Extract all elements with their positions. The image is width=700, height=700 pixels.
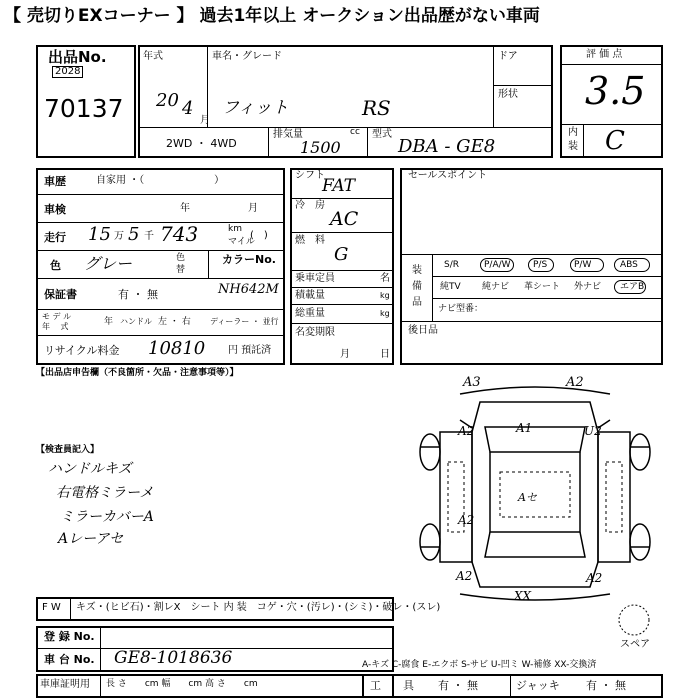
spare-tire-icon [614,602,654,638]
color-number-label: カラーNo. [222,253,276,266]
shape-label: 形状 [498,89,518,100]
mileage-label: 走行 [44,231,66,244]
listing-number-label: 出品No. [48,48,107,66]
jack-value: 有 ・ 無 [586,679,626,692]
recycle-value: 10810 [148,338,206,359]
garage-cert-fields: 長 さ cm 幅 cm 高 さ cm [106,679,258,689]
interior-label-2: 装 [568,141,578,152]
cc-unit: cc [350,127,360,137]
equip-tv: 純TV [440,282,461,292]
car-damage-diagram [400,372,670,602]
load-unit: kg [380,291,390,300]
inspection-year-unit: 年 [180,203,190,214]
shift-value: FAT [322,176,356,196]
warranty-label: 保証書 [44,288,77,301]
diagram-mark-u2: U2 [584,424,602,438]
chassis-no-value: GE8-1018636 [114,648,233,668]
gross-label: 総重量 [295,308,325,319]
color-label: 色 [50,259,61,272]
equip-sr: S/R [444,260,459,270]
diagram-mark-a2-left: A2 [458,424,475,438]
diagram-mark-a3: A3 [463,375,481,390]
equip-leather: 革シート [524,282,561,292]
recycle-label: リサイクル料金 [44,344,120,357]
banner-title: 【 売切りEXコーナー 】 過去1年以上 オークション出品歴がない車両 [4,6,540,26]
load-label: 積載量 [295,290,325,301]
vehicle-grade: RS [362,96,391,120]
inspector-note-3: ミラーカバーA [60,509,154,525]
mileage-10k: 15 [88,224,111,245]
mileage-paren: ( ) [250,230,268,241]
vehicle-name: フィット [222,98,289,118]
color-number-value: NH642M [218,282,279,297]
deadline-month-unit: 月 [340,349,350,360]
return-date-label: 後日品 [408,325,438,336]
equipment-label-1: 装 [412,265,422,276]
displacement-label: 排気量 [273,129,303,140]
year-month-unit: 月 [200,115,210,126]
equip-abs: ABS [620,260,638,270]
diagram-mark-a1: A1 [516,421,533,435]
equipment-label-3: 品 [412,297,422,308]
inspector-note-2: 右電格ミラーメ [56,485,154,501]
year-label: 年式 [143,51,163,62]
listing-sub-code: 2028 [52,66,83,78]
name-grade-label: 車名・グレード [212,51,282,62]
gross-unit: kg [380,309,390,318]
model-value: DBA - GE8 [398,136,496,157]
inspector-note-1: ハンドルキズ [48,461,132,477]
inspector-label: 【検査員記入】 [36,445,100,455]
dealer-label: ディーラー ・ 並行 [210,317,279,326]
jack-label: ジャッキ [516,679,560,692]
score-value: 3.5 [585,69,646,113]
mile-label: マイル [228,237,255,247]
displacement-value: 1500 [300,138,341,157]
registration-no-label: 登 録 No. [44,630,95,643]
diagram-mark-xx: XX [514,589,532,603]
listing-number: 70137 [44,94,124,123]
door-label: ドア [498,51,518,62]
score-label: 評 価 点 [586,49,623,60]
model-year-unit: 年 [104,317,114,327]
model-label: 型式 [372,129,392,140]
drive-label: 2WD ・ 4WD [166,137,237,150]
sales-point-label: セールスポイント [408,170,488,181]
model-year-label-2: 年 式 [42,322,69,331]
equip-ext-navi: 外ナビ [574,282,602,292]
capacity-unit: 名 [380,273,390,284]
chassis-no-label: 車 台 No. [44,653,95,666]
ac-label: 冷 房 [295,200,325,211]
equip-airbag: エアB [620,282,645,292]
navi-type-label: ナビ型番： [438,304,484,314]
tools-value: 有 ・ 無 [438,679,478,692]
equip-paw: P/A/W [484,260,511,270]
shift-label: シフト [295,170,325,181]
fuel-value: G [334,244,349,265]
warranty-value: 有 ・ 無 [118,288,158,301]
diagram-mark-a2-rear: A2 [456,569,473,583]
diagram-mark-a2-door: A2 [458,513,475,527]
ac-value: AC [330,208,359,230]
equipment-label-2: 備 [412,281,422,292]
mileage-rest: 743 [160,222,199,246]
mileage-unit-sen: 千 [144,231,154,242]
mileage-k: 5 [128,224,140,245]
damage-codes-legend: A-キズ C-腐食 E-エクボ S-サビ U-凹ミ W-補修 XX-交換済 [362,660,597,670]
deadline-day-unit: 日 [380,349,390,360]
km-label: km [228,224,242,234]
equip-navi: 純ナビ [482,282,510,292]
color-change-1: 色 [176,253,186,263]
inspection-label: 車検 [44,203,66,216]
diagram-mark-a2-right: A2 [586,571,603,585]
color-value: グレー [84,254,133,273]
garage-cert-label: 車庫証明用 [40,679,90,690]
recycle-unit: 円 預託済 [228,345,272,356]
inspection-month-unit: 月 [248,203,258,214]
color-change-2: 替 [176,265,186,275]
model-year-label-1: モ デ ル [42,312,72,321]
interior-label-1: 内 [568,127,578,138]
fuel-label: 燃 料 [295,235,325,246]
diagram-mark-a2-top: A2 [566,375,584,390]
history-label: 車歴 [44,175,66,188]
equip-ps: P/S [533,260,548,270]
mileage-unit-man: 万 [114,231,124,242]
deadline-label: 名変期限 [295,327,335,338]
capacity-label: 乗車定員 [295,273,335,284]
exhibitor-notes-label: 【出品店申告欄（不良箇所・欠品・注意事項等）】 [36,368,239,378]
handle-label: ハンドル [120,317,152,326]
history-value: 自家用 ・（ ） [96,175,225,186]
spare-label: スペア [620,639,650,650]
interior-score: C [605,126,625,156]
damage-fw-label: F W [42,602,61,613]
year-era: 20 [156,90,179,111]
damage-items: キズ・(ヒビ石)・割レX シート 内 装 コゲ・穴・(汚レ)・(シミ)・破レ・(スレ) [76,602,441,613]
equip-pw: P/W [574,260,592,270]
tools-label: 工 具 [370,679,414,692]
inspector-note-4: Aレーアセ [58,531,124,547]
year-month: 4 [182,98,194,119]
handle-value: 左 ・ 右 [158,317,191,327]
diagram-mark-ase: Aセ [518,491,537,504]
